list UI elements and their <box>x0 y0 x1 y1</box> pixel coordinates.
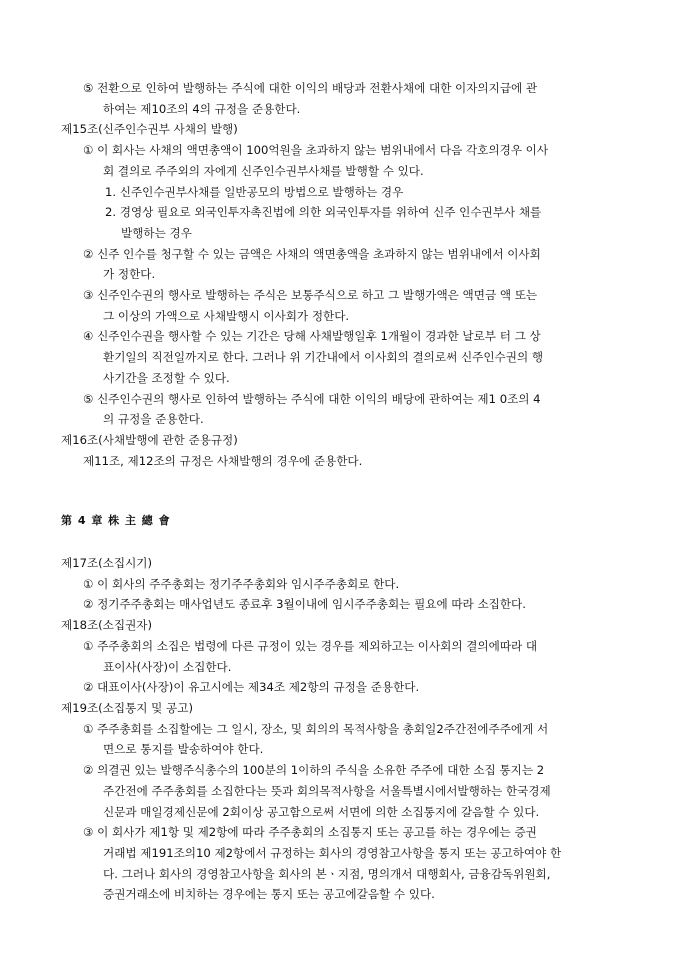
clause-15-1-item-1: 1. 신주인수권부사채를 일반공모의 방법으로 발행하는 경우 <box>105 184 404 199</box>
clause-19-3-cont: 거래법 제191조의10 제2항에서 규정하는 회사의 경영참고사항을 통지 또는 공고하여야 한 <box>103 845 562 860</box>
clause-18-1-cont: 표이사(사장)이 소집한다. <box>103 659 232 674</box>
clause-15-1-item-2: 2. 경영상 필요로 외국인투자촉진법에 의한 외국인투자를 위하여 신주 인수권부사 채를 <box>105 205 542 220</box>
clause-19-3: ③ 이 회사가 제1항 및 제2항에 따라 주주총회의 소집통지 또는 공고를 하는 경우에는 증권 <box>83 825 537 840</box>
clause-15-1-item-2-cont: 발행하는 경우 <box>121 225 192 240</box>
clause-17-1: ① 이 회사의 주주총회는 정기주주총회와 임시주주총회로 한다. <box>83 576 400 591</box>
clause-14-5: ⑤ 전환으로 인하여 발행하는 주식에 대한 이익의 배당과 전환사채에 대한 이자의지급에 관 <box>83 81 538 95</box>
clause-18-2: ② 대표이사(사장)이 유고시에는 제34조 제2항의 규정을 준용한다. <box>83 680 420 695</box>
chapter-heading: 第 4 章 株 主 總 會 <box>61 514 171 528</box>
clause-14-5-cont: 하여는 제10조의 4의 규정을 준용한다. <box>103 101 301 116</box>
clause-15-2: ② 신주 인수를 청구할 수 있는 금액은 사채의 액면총액을 초과하지 않는 범위내에서 이사회 <box>83 246 541 261</box>
clause-15-3-cont: 그 이상의 가액으로 사채발행시 이사회가 정한다. <box>103 308 350 323</box>
section-gap <box>61 471 624 511</box>
clause-15-5: ⑤ 신주인수권의 행사로 인하여 발행하는 주식에 대한 이익의 배당에 관하여는 제1 0조의 4 <box>83 391 541 406</box>
article-15-heading: 제15조(신주인수권부 사채의 발행) <box>61 122 238 137</box>
clause-19-2: ② 의결권 있는 발행주식총수의 100분의 1이하의 주식을 소유한 주주에 대한 소집 통지는 2 <box>83 763 545 778</box>
article-17-heading: 제17조(소집시기) <box>61 556 152 571</box>
clause-19-2-cont: 주간전에 주주총회를 소집한다는 뜻과 회의목적사항을 서울특별시에서발행하는 한국경제 <box>103 783 551 798</box>
clause-19-2-cont: 신문과 매일경제신문에 2회이상 공고함으로써 서면에 의한 소집통지에 갈음할 수 있다. <box>103 804 540 819</box>
clause-15-1: ① 이 회사는 사채의 액면총액이 100억원을 초과하지 않는 범위내에서 다음 각호의경우 이사 <box>83 143 549 158</box>
clause-18-1: ① 주주총회의 소집은 법령에 다른 규정이 있는 경우를 제외하고는 이사회의 결의에따라 대 <box>83 638 538 653</box>
clause-15-2-cont: 가 정한다. <box>103 267 156 282</box>
clause-15-3: ③ 신주인수권의 행사로 발행하는 주식은 보통주식으로 하고 그 발행가액은 액면금 액 또는 <box>83 288 538 303</box>
clause-19-3-cont: 다. 그러나 회사의 경영참고사항을 회사의 본ㆍ지점, 명의개서 대행회사, 금융감독위원회, <box>103 866 551 881</box>
article-19-heading: 제19조(소집통지 및 공고) <box>61 700 193 715</box>
clause-15-4-cont: 사기간을 조정할 수 있다. <box>103 370 230 385</box>
clause-15-1-cont: 회 결의로 주주외의 자에게 신주인수권부사채를 발행할 수 있다. <box>103 163 424 178</box>
clause-19-1: ① 주주총회를 소집할에는 그 일시, 장소, 및 회의의 목적사항을 총회일2주간전에주주에게 서 <box>83 721 549 736</box>
clause-15-5-cont: 의 규정을 준용한다. <box>103 412 204 427</box>
article-16-heading: 제16조(사채발행에 관한 준용규정) <box>61 432 238 447</box>
article-16-body: 제11조, 제12조의 규정은 사채발행의 경우에 준용한다. <box>83 453 363 468</box>
section-gap <box>61 532 624 553</box>
clause-19-1-cont: 면으로 통지를 발송하여야 한다. <box>103 742 264 757</box>
clause-17-2: ② 정기주주총회는 매사업년도 종료후 3월이내에 임시주주총회는 필요에 따라 소집한다. <box>83 597 526 612</box>
article-18-heading: 제18조(소집권자) <box>61 618 152 633</box>
clause-15-4-cont: 환기일의 직전일까지로 한다. 그러나 위 기간내에서 이사회의 결의로써 신주인수권의 행 <box>103 350 544 365</box>
clause-19-3-cont: 증권거래소에 비치하는 경우에는 통지 또는 공고에갈음할 수 있다. <box>103 887 435 902</box>
clause-15-4: ④ 신주인수권을 행사할 수 있는 기간은 당해 사채발행일후 1개월이 경과한 날로부 터 그 상 <box>83 329 541 344</box>
